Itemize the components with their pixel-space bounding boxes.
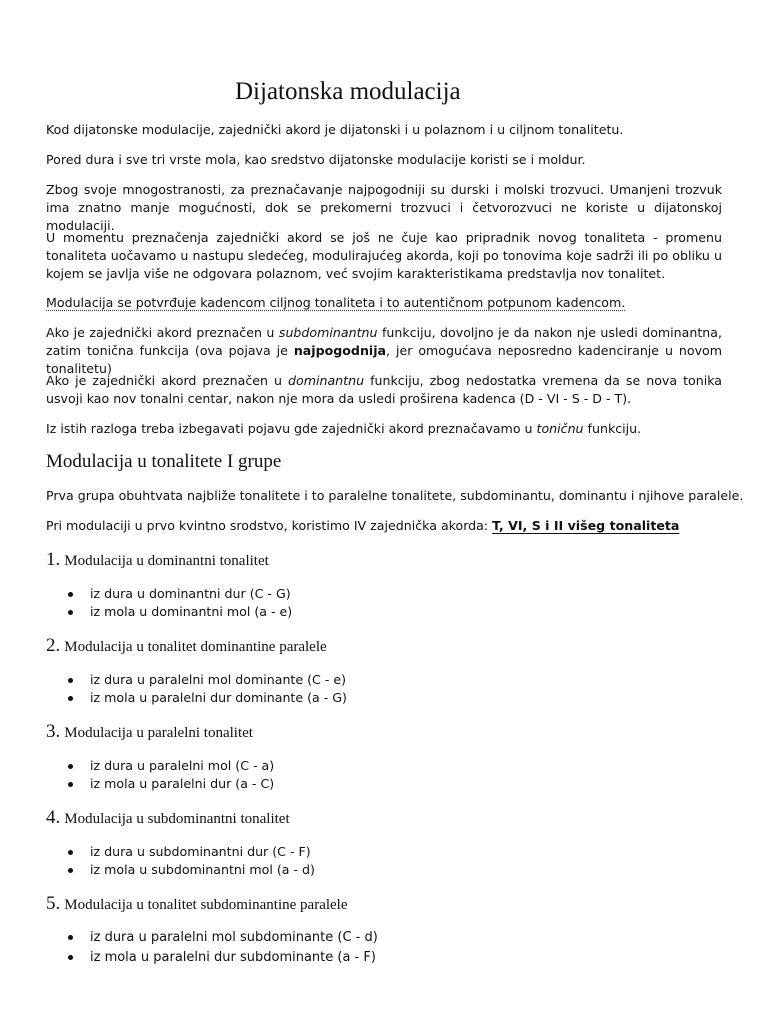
list-item: iz mola u paralelni dur subdominante (a - F) <box>66 948 378 968</box>
paragraph-1: Kod dijatonske modulacije, zajednički akord je dijatonski i u polaznom i u ciljnom tonalitetu. <box>46 122 624 137</box>
bullet-list-2 <box>66 671 347 707</box>
list-item: iz dura u dominantni dur (C - G) <box>66 585 292 603</box>
subsection-number: 2. <box>46 635 61 656</box>
paragraph-5 <box>46 294 722 312</box>
list-item: iz mola u dominantni mol (a - e) <box>66 603 292 621</box>
subsection-title: Modulacija u dominantni tonalitet <box>64 553 269 569</box>
italic-term: toničnu <box>536 421 584 436</box>
subsection-title: Modulacija u subdominantni tonalitet <box>64 811 290 827</box>
underlined-term: T, VI, S i II višeg tonaliteta <box>492 518 680 533</box>
underlined-sentence: Modulacija se potvrđuje kadencom ciljnog tonaliteta i to autentičnom potpunom kadencom. <box>46 295 626 310</box>
bullet-list-3 <box>66 757 274 793</box>
text-span: Iz istih razloga treba izbegavati pojavu gde zajednički akord preznačavamo u <box>46 421 537 436</box>
subsection-title: Modulacija u tonalitet dominantine paralele <box>64 639 327 655</box>
list-item: iz dura u paralelni mol dominante (C - e) <box>66 671 347 689</box>
text-span: Pri modulaciji u prvo kvintno srodstvo, koristimo IV zajednička akorda: <box>46 518 493 533</box>
paragraph-3: Zbog svoje mnogostranosti, za preznačavanje najpogodniji su durski i molski trozvuci. Umanjeni trozvuk ima znatno manje mogućnosti, dok se prekomerni trozvuci i četvorozvuci ne koriste u dijatonskoj modulaciji. <box>46 182 722 233</box>
list-item: iz mola u subdominantni mol (a - d) <box>66 861 315 879</box>
paragraph-8 <box>46 420 722 438</box>
paragraph-2: Pored dura i sve tri vrste mola, kao sredstvo dijatonske modulacije koristi se i moldur. <box>46 152 586 167</box>
text-span: funkciju, dovoljno je da nakon nje usledi dominantna, zatim tonična funkcija (ova pojava je <box>46 325 722 358</box>
list-item: iz dura u paralelni mol subdominante (C - d) <box>66 928 378 948</box>
text-span: funkciju. <box>583 421 642 436</box>
text-span: funkciju, zbog nedostatka vremena da se nova tonika usvoji kao nov tonalni centar, nakon nje mora da usledi proširena kadenca (D - VI - S - D - T). <box>46 373 722 406</box>
bullet-list-5 <box>66 928 378 968</box>
paragraph-7 <box>46 372 722 408</box>
page-title: Dijatonska modulacija <box>235 78 461 105</box>
italic-term: subdominantnu <box>278 325 378 340</box>
bullet-list-4 <box>66 843 315 879</box>
text-span: Ako je zajednički akord preznačen u <box>46 325 279 340</box>
list-item: iz mola u paralelni dur dominante (a - G) <box>66 689 347 707</box>
list-item: iz mola u paralelni dur (a - C) <box>66 775 274 793</box>
bold-term: najpogodnija <box>293 343 387 358</box>
list-item: iz dura u paralelni mol (C - a) <box>66 757 274 775</box>
subsection-number: 5. <box>46 893 61 914</box>
subsection-heading-2 <box>46 635 327 657</box>
subsection-heading-5 <box>46 893 348 915</box>
italic-term: dominantnu <box>288 373 365 388</box>
subsection-number: 3. <box>46 721 61 742</box>
subsection-heading-1 <box>46 549 269 571</box>
section-heading: Modulacija u tonalitete I grupe <box>46 451 282 472</box>
subsection-heading-3 <box>46 721 253 743</box>
text-span: Ako je zajednički akord preznačen u <box>46 373 289 388</box>
paragraph-6 <box>46 324 722 378</box>
text-span: , jer omogućava neposredno kadenciranje u novom tonalitetu) <box>46 343 722 376</box>
section-rule <box>46 517 722 535</box>
subsection-number: 1. <box>46 549 61 570</box>
bullet-list-1 <box>66 585 292 621</box>
section-intro: Prva grupa obuhtvata najbliže tonalitete i to paralelne tonalitete, subdominantu, dominantu i njihove paralele. <box>46 488 744 503</box>
subsection-title: Modulacija u tonalitet subdominantine paralele <box>64 897 348 913</box>
subsection-title: Modulacija u paralelni tonalitet <box>64 725 253 741</box>
subsection-number: 4. <box>46 807 61 828</box>
paragraph-4: U momentu preznačenja zajednički akord se još ne čuje kao pripradnik novog tonaliteta - promenu tonaliteta uočavamo u nastupu sledećeg, modulirajućeg akorda, koji po tonovima koje sadrži ili po obliku u kojem se javlja više ne odgovara polaznom, već svojim karakteristikama predstavlja nov tonalitet. <box>46 230 722 281</box>
subsection-heading-4 <box>46 807 290 829</box>
list-item: iz dura u subdominantni dur (C - F) <box>66 843 315 861</box>
